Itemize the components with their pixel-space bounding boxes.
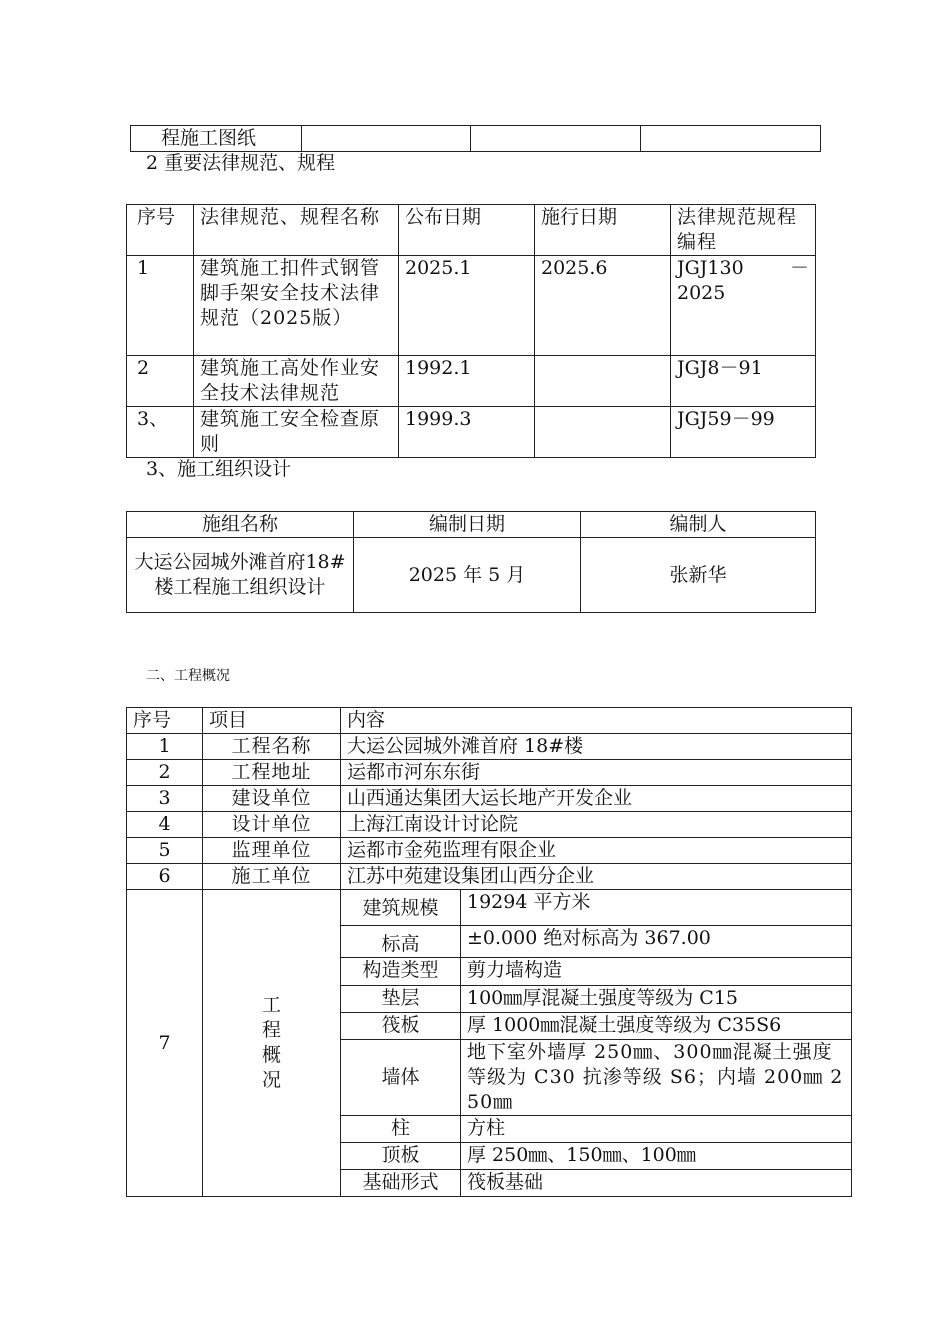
item-char: 程	[261, 1019, 281, 1041]
sub-key: 垫层	[341, 986, 461, 1013]
table-row	[127, 256, 816, 356]
overview-item: 施工单位	[203, 864, 341, 890]
row-code-year: 2025	[677, 282, 726, 304]
row-no: 2	[127, 356, 194, 407]
item-char: 工	[261, 994, 281, 1016]
overview-content: 大运公园城外滩首府 18#楼	[341, 734, 852, 760]
sub-key: 建筑规模	[341, 890, 461, 926]
item-char: 概	[261, 1044, 281, 1066]
header-eff-date: 施行日期	[535, 205, 671, 256]
table-row	[127, 812, 852, 838]
sub-key: 基础形式	[341, 1170, 461, 1197]
header-pub-date: 公布日期	[399, 205, 535, 256]
row-name: 建筑施工扣件式钢管脚手架安全技术法律规范（2025版）	[194, 256, 399, 356]
row-code: JGJ59－99	[671, 407, 816, 458]
header-overview-content: 内容	[341, 708, 852, 734]
sub-key: 柱	[341, 1116, 461, 1143]
overview-content: 运都市金苑监理有限企业	[341, 838, 852, 864]
overview-item-7	[203, 890, 341, 1197]
section-heading-project-overview: 二、工程概况	[146, 668, 230, 684]
cell-drawings-name: 程施工图纸	[131, 126, 302, 152]
table-row	[127, 356, 816, 407]
drawings-table-fragment	[130, 125, 821, 152]
project-overview-table	[126, 707, 852, 1197]
overview-content: 上海江南设计讨论院	[341, 812, 852, 838]
overview-no: 3	[127, 786, 203, 812]
sub-value: 方柱	[461, 1116, 852, 1143]
overview-item: 设计单位	[203, 812, 341, 838]
row-pub-date: 1992.1	[399, 356, 535, 407]
design-date: 2025 年 5 月	[354, 538, 581, 613]
sub-key: 墙体	[341, 1040, 461, 1116]
regulations-table	[126, 204, 816, 458]
overview-no: 6	[127, 864, 203, 890]
header-design-date: 编制日期	[354, 512, 581, 538]
overview-content: 山西通达集团大运长地产开发企业	[341, 786, 852, 812]
row-code-line	[677, 256, 809, 281]
header-no: 序号	[127, 205, 194, 256]
table-row	[127, 838, 852, 864]
overview-item: 工程名称	[203, 734, 341, 760]
sub-value: 地下室外墙厚 250㎜、300㎜混凝土强度等级为 C30 抗渗等级 S6；内墙 200㎜ 250㎜	[461, 1040, 852, 1116]
cell-empty	[641, 126, 821, 152]
overview-content: 运都市河东东街	[341, 760, 852, 786]
overview-content: 江苏中苑建设集团山西分企业	[341, 864, 852, 890]
sub-value: 厚 250㎜、150㎜、100㎜	[461, 1143, 852, 1170]
overview-no: 1	[127, 734, 203, 760]
sub-value: 19294 平方米	[461, 890, 852, 926]
sub-value: ±0.000 绝对标高为 367.00	[461, 926, 852, 958]
header-name: 法律规范、规程名称	[194, 205, 399, 256]
row-code-dash: －	[789, 257, 809, 279]
row-eff-date: 2025.6	[535, 256, 671, 356]
table-row	[127, 538, 816, 613]
design-author: 张新华	[581, 538, 816, 613]
row-pub-date: 1999.3	[399, 407, 535, 458]
cell-empty	[471, 126, 641, 152]
sub-value: 筏板基础	[461, 1170, 852, 1197]
row-name: 建筑施工高处作业安全技术法律规范	[194, 356, 399, 407]
overview-no-7: 7	[127, 890, 203, 1197]
row-pub-date: 2025.1	[399, 256, 535, 356]
row-no: 3、	[127, 407, 194, 458]
item-char: 况	[261, 1069, 281, 1091]
section-heading-regulations: 2 重要法律规范、规程	[146, 152, 336, 174]
header-design-author: 编制人	[581, 512, 816, 538]
overview-item: 建设单位	[203, 786, 341, 812]
sub-key: 标高	[341, 926, 461, 958]
table-row	[127, 786, 852, 812]
sub-value: 100㎜厚混凝土强度等级为 C15	[461, 986, 852, 1013]
row-no: 1	[127, 256, 194, 356]
table-row	[127, 760, 852, 786]
row-name: 建筑施工安全检查原则	[194, 407, 399, 458]
sub-key: 筏板	[341, 1013, 461, 1040]
row-code-prefix: JGJ130	[677, 257, 744, 279]
overview-item: 工程地址	[203, 760, 341, 786]
table-row	[127, 734, 852, 760]
overview-item: 监理单位	[203, 838, 341, 864]
sub-key: 构造类型	[341, 958, 461, 986]
construction-design-table	[126, 511, 816, 613]
design-name: 大运公园城外滩首府18#楼工程施工组织设计	[127, 538, 354, 613]
header-overview-item: 项目	[203, 708, 341, 734]
row-eff-date	[535, 407, 671, 458]
overview-no: 5	[127, 838, 203, 864]
cell-empty	[302, 126, 471, 152]
table-row	[127, 890, 852, 926]
sub-key: 顶板	[341, 1143, 461, 1170]
table-row	[127, 407, 816, 458]
row-code: JGJ8－91	[671, 356, 816, 407]
sub-value: 剪力墙构造	[461, 958, 852, 986]
header-design-name: 施组名称	[127, 512, 354, 538]
header-overview-no: 序号	[127, 708, 203, 734]
row-eff-date	[535, 356, 671, 407]
table-row	[127, 864, 852, 890]
overview-no: 2	[127, 760, 203, 786]
row-code	[671, 256, 816, 356]
overview-no: 4	[127, 812, 203, 838]
header-code: 法律规范规程编程	[671, 205, 816, 256]
section-heading-construction-design: 3、施工组织设计	[146, 458, 292, 480]
sub-value: 厚 1000㎜混凝土强度等级为 C35S6	[461, 1013, 852, 1040]
